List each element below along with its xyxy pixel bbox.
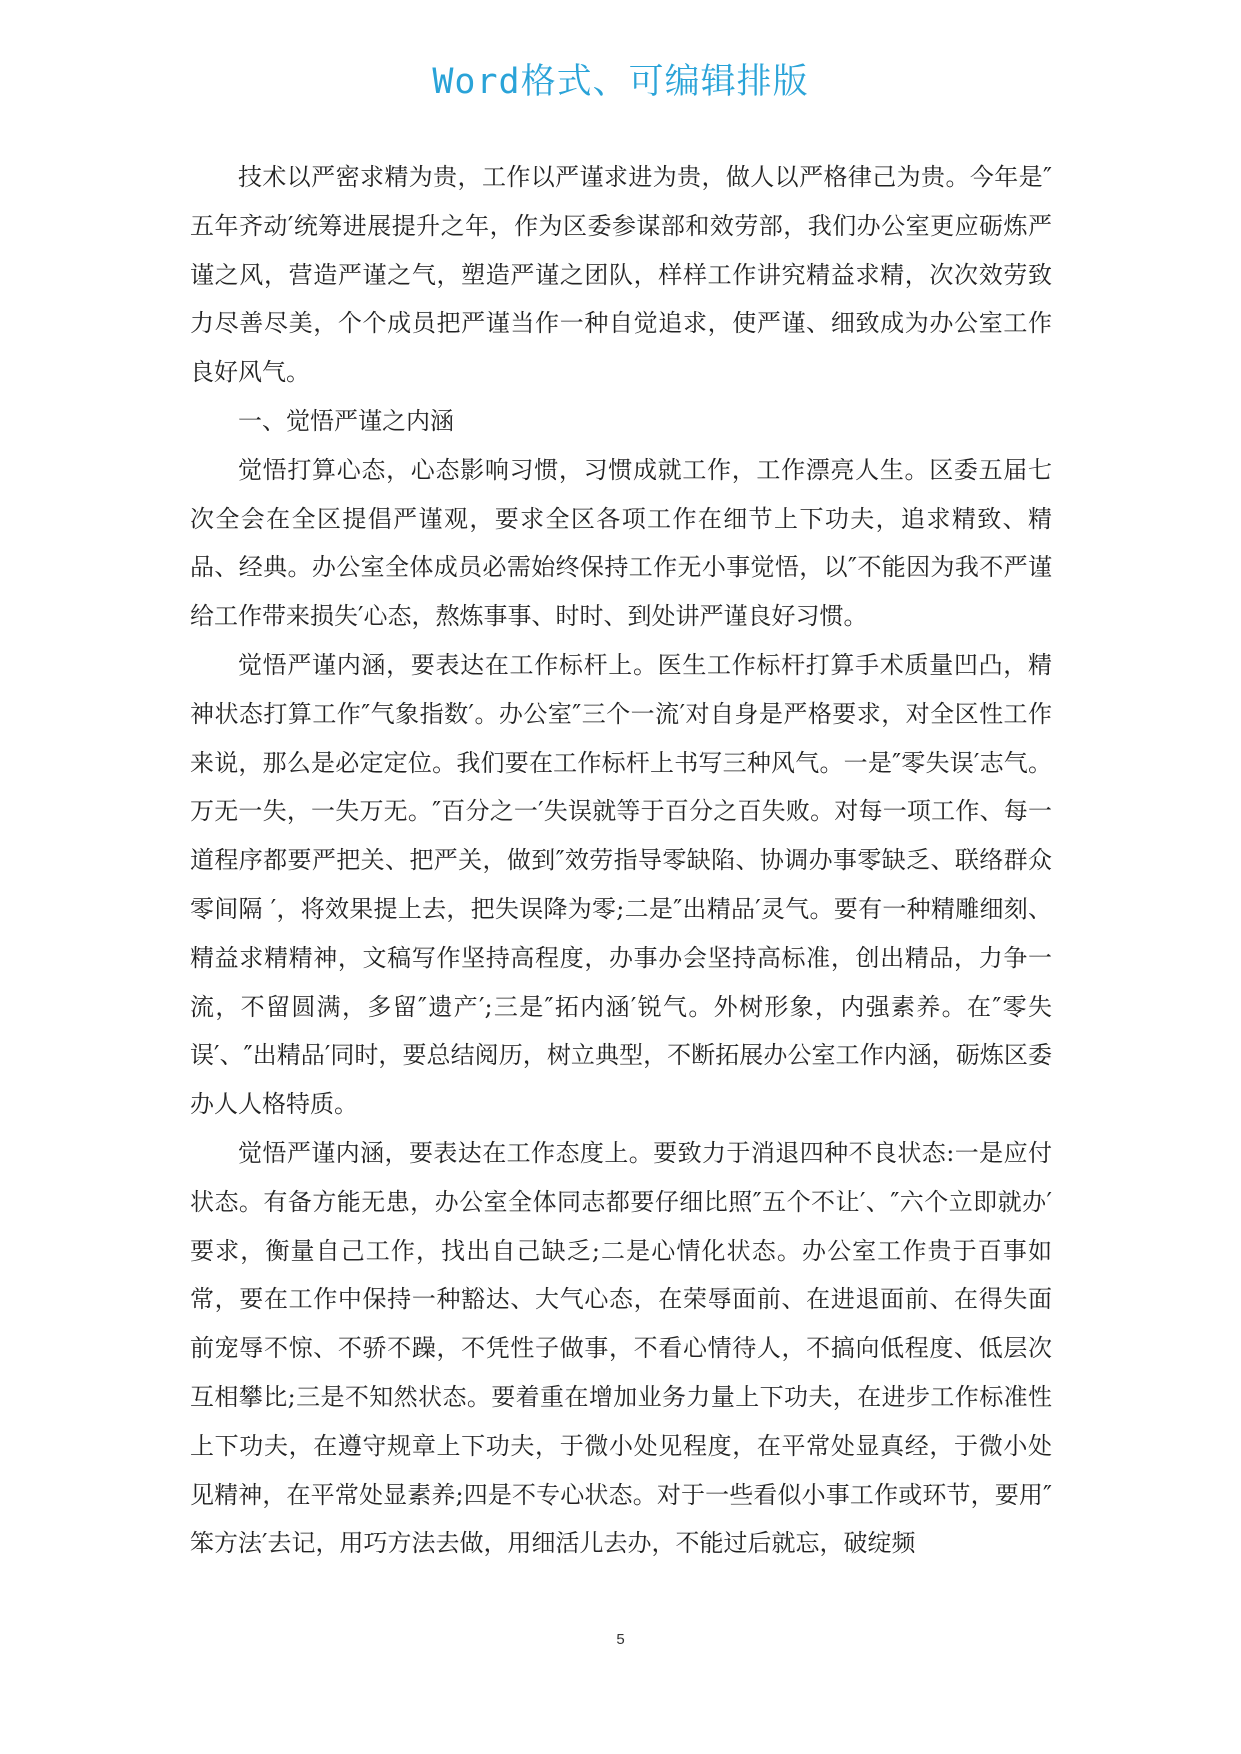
body-paragraph: 觉悟严谨内涵，要表达在工作态度上。要致力于消退四种不良状态:一是应付状态。有备方能无患，办公室全体同志都要仔细比照″五个不让′、″六个立即就办′要求，衡量自己工作，找出自己缺乏;二是心情化状态。办公室工作贵于百事如常，要在工作中保持一种豁达、大气心态，在荣辱面前、在进退面前、在得失面前宠辱不惊、不骄不躁，不凭性子做事，不看心情待人，不搞向低程度、低层次互相攀比;三是不知然状态。要着重在增加业务力量上下功夫，在进步工作标准性上下功夫，在遵守规章上下功夫，于微小处见程度，在平常处显真经，于微小处见精神，在平常处显素养;四是不专心状态。对于一些看似小事工作或环节，要用″笨方法′去记，用巧方法去做，用细活儿去办，不能过后就忘，破绽频 — [190, 1138, 1052, 1558]
body-paragraph: 技术以严密求精为贵，工作以严谨求进为贵，做人以严格律己为贵。今年是″五年齐动′统筹进展提升之年，作为区委参谋部和效劳部，我们办公室更应砺炼严谨之风，营造严谨之气，塑造严谨之团队，样样工作讲究精益求精，次次效劳致力尽善尽美，个个成员把严谨当作一种自觉追求，使严谨、细致成为办公室工作良好风气。 — [190, 163, 1052, 387]
body-paragraph: 觉悟严谨内涵，要表达在工作标杆上。医生工作标杆打算手术质量凹凸，精神状态打算工作″气象指数′。办公室″三个一流′对自身是严格要求，对全区性工作来说，那么是必定定位。我们要在工作标杆上书写三种风气。一是″零失误′志气。万无一失，一失万无。″百分之一′失误就等于百分之百失败。对每一项工作、每一道程序都要严把关、把严关，做到″效劳指导零缺陷、协调办事零缺乏、联络群众零间隔 ′，将效果提上去，把失误降为零;二是″出精品′灵气。要有一种精雕细刻、精益求精精神，文稿写作坚持高程度，办事办会坚持高标准，创出精品，力争一流，不留圆满，多留″遗产′;三是″拓内涵′锐气。外树形象，内强素养。在″零失误′、″出精品′同时，要总结阅历，树立典型，不断拓展办公室工作内涵，砺炼区委办人人格特质。 — [190, 650, 1052, 1119]
page-number: 5 — [616, 1631, 625, 1648]
document-body — [190, 153, 1052, 1568]
section-heading: 一、觉悟严谨之内涵 — [238, 406, 454, 435]
body-paragraph: 觉悟打算心态，心态影响习惯，习惯成就工作，工作漂亮人生。区委五届七次全会在全区提倡严谨观，要求全区各项工作在细节上下功夫，追求精致、精品、经典。办公室全体成员必需始终保持工作无小事觉悟，以″不能因为我不严谨给工作带来损失′心态，熬炼事事、时时、到处讲严谨良好习惯。 — [190, 455, 1052, 631]
page-header-title: Word格式、可编辑排版 — [432, 62, 809, 102]
